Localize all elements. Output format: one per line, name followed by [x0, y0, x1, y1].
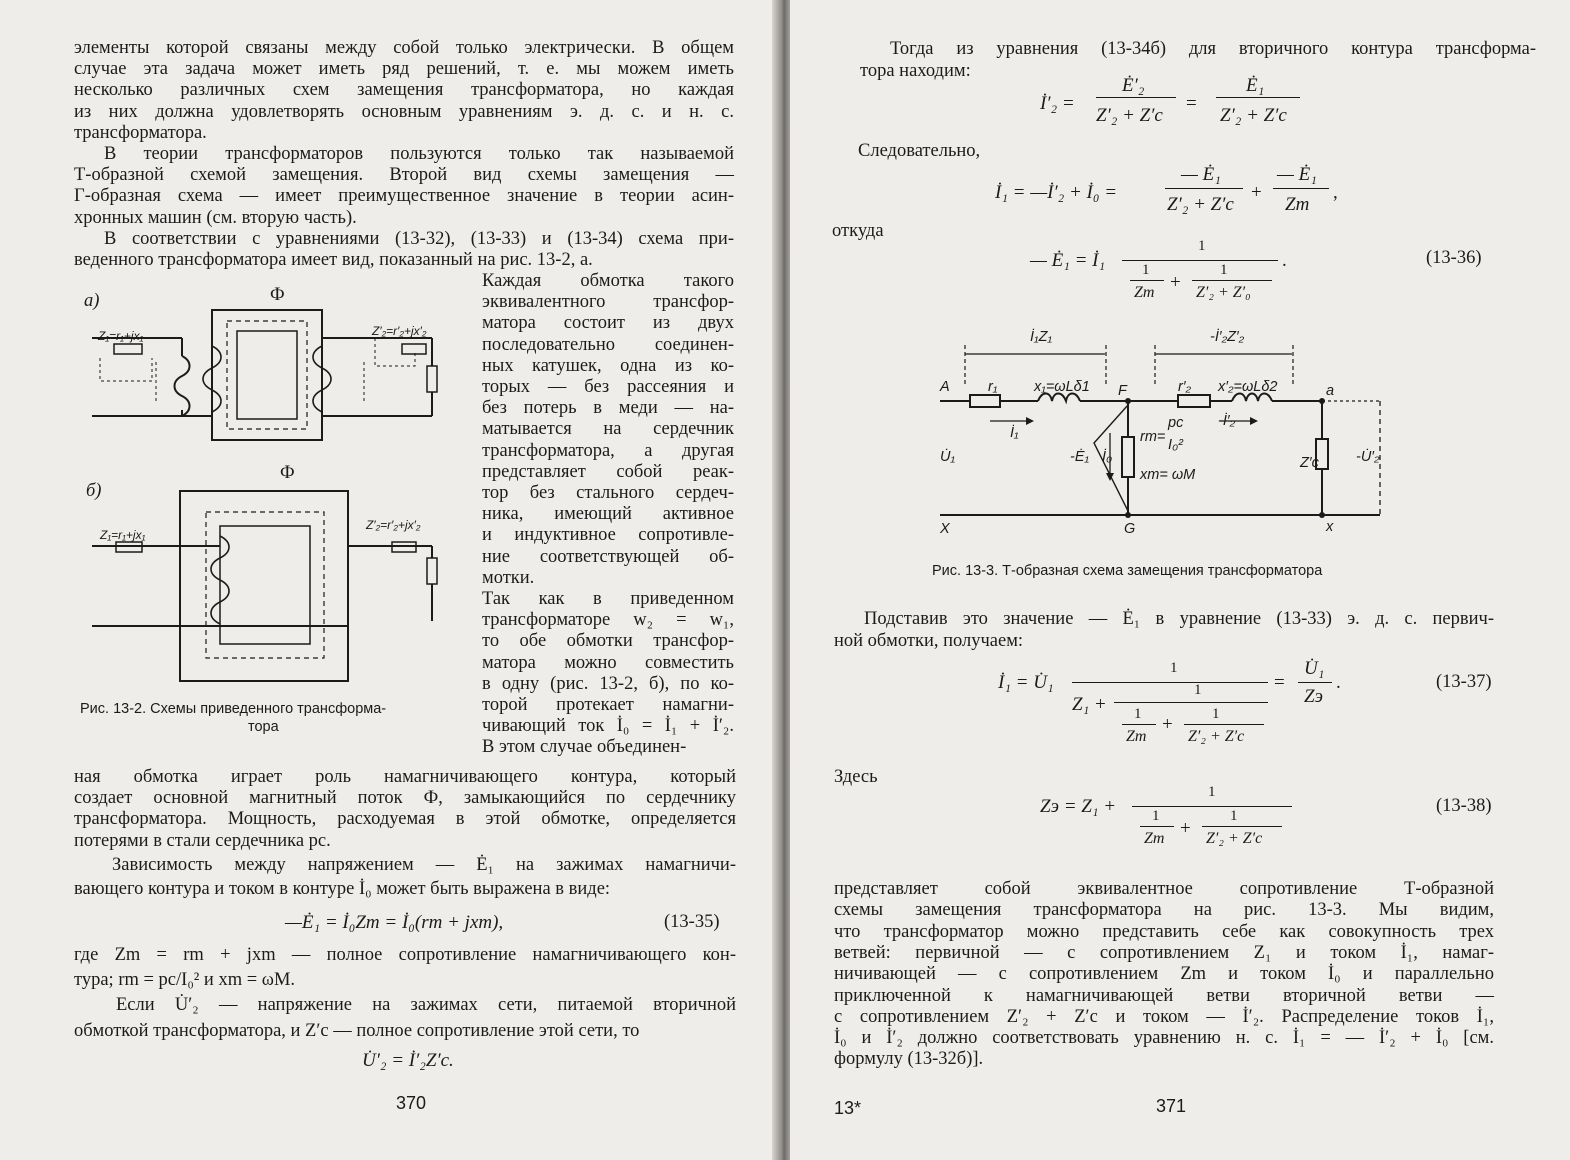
- label-i0: İ₀: [1102, 449, 1113, 465]
- z1-label: Z₁=r₁+jx₁: [98, 329, 144, 343]
- label-i0sq: I₀²: [1168, 437, 1183, 453]
- left-page: [0, 0, 776, 1160]
- fig-label-b: б): [86, 481, 102, 501]
- figure-caption: Рис. 13-2. Схемы приведенного трансформа-: [80, 701, 387, 717]
- label-pc: pc: [1168, 415, 1184, 431]
- text-line: без потерь в меди — на-: [482, 398, 734, 419]
- text-line: хронных машин (см. вторую часть).: [74, 207, 357, 228]
- text-line: тора находим:: [860, 60, 971, 81]
- text-line: В этом случае объединен-: [482, 737, 687, 758]
- text-line: Зависимость между напряжением — Ė₁ на зажимах намагничи-: [112, 855, 736, 875]
- signature-mark: 13*: [834, 1098, 862, 1118]
- text-line: потерями в стали сердечника pс.: [74, 830, 331, 851]
- fig-label-a: а): [84, 291, 100, 311]
- label-r2: r′₂: [1178, 379, 1192, 395]
- equation-number: (13-38): [1436, 796, 1492, 816]
- text-line: то обе обмотки трансфор-: [482, 631, 734, 652]
- label-i1z1: İ₁Z₁: [1030, 329, 1053, 345]
- text-line: торых — без рассеяния и: [482, 377, 734, 397]
- text-line: трансформатора. Мощность, расходуемая в этой обмотке, определяется: [74, 809, 736, 830]
- text-line: ных катушек, одна из ко-: [482, 355, 734, 376]
- text-line: Т-образной схемой замещения. Второй вид схемы замещения —: [74, 165, 734, 186]
- equation-u2: U̇′₂ = İ′₂Z′с.: [362, 1050, 454, 1071]
- text-line: торой протекает намагни-: [482, 695, 734, 715]
- text-line: Так как в приведенном: [482, 589, 734, 609]
- label-u1: U̇₁: [940, 449, 956, 465]
- flux-label: Ф: [280, 463, 295, 483]
- page-number: 371: [1156, 1096, 1187, 1116]
- text-line: обмоткой трансформатора, и Z′с — полное сопротивление этой сети, то: [74, 1021, 640, 1041]
- label-xm: xm= ωM: [1140, 467, 1196, 483]
- text-line: ветвей: первичной — с сопротивлением Z₁ и током İ₁, намаг-: [834, 942, 1494, 963]
- figure-caption: Рис. 13-3. Т-образная схема замещения трансформатора: [932, 563, 1323, 579]
- label-terminal-X: X: [940, 521, 950, 537]
- text-line: тура; rm = pс/I₀² и xm = ωM.: [74, 969, 296, 990]
- right-page: Тогда из уравнения (13-34б) для вторичного контура трансформа- тора находим: İ′₂ = Ė′₂ Z′₂ + Z′с = Ė₁ Z′₂ + Z′с Следовательно, İ₁ = —İ′₂ + İ₀ = — Ė₁ Z′₂ + Z′с + — Ė₁ Zm , откуда — Ė₁ = İ₁ 1 1 Zm + 1 Z′₂ + Z′₀ . (13-36) İ₁Z₁ -İ′₂Z′₂ A r₁ x₁=ωLδ1 F r′₂ x′₂=ωLδ2 a İ₁ rm= pc I₀² -İ′₂ -Ė₁ İ₀ U̇₁ xm= ωM Z′c -U̇′₂ X G x Рис. 13-3. Т-образная схема замещения трансформатора Подставив это значение — Ė₁ в уравнение (13-33) э. д. с. первич- ной обмотки, получаем: İ₁ = U̇₁ 1 Z₁ + 1 1 Zm + 1 Z′₂ + Z′с = U̇₁ Zэ . (13-37) Здесь Zэ = Z₁ + 1 1 Zm + 1 Z′₂ + Z′с (13-38) представляет собой эквивалентное сопротивление Т-образной схемы замещения трансформатора на рис. 13-3. Мы видим, что трансформатор можно представить себе как совокупность трех ветвей: первичной — с сопротивлением Z₁ и током İ₁, намаг- ничивающей — с сопротивлением Zm и током İ₀ и параллельно приключенной к намагничивающей ветви вторичной ветви — с сопротивлением Z′₂ + Z′с и током — İ′₂. Распределение токов İ₁, İ₀ и İ′₂ должно соответствовать уравнению н. с. İ₁ = — İ′₂ + İ₀ [см. формулу (13-32б)]. 13* 371: [790, 0, 1570, 1160]
- text-line: и индуктивное сопротивле-: [482, 525, 734, 546]
- equation-13-35: —Ė₁ = İ₀Zm = İ₀(rm + jxm),: [285, 912, 504, 933]
- label-e1: -Ė₁: [1070, 449, 1090, 465]
- label-zc: Z′c: [1300, 455, 1319, 471]
- text-line: чивающий ток İ₀ = İ₁ + İ′₂.: [482, 716, 734, 737]
- text-line: Следовательно,: [858, 141, 981, 161]
- text-line: матора состоит из двух: [482, 313, 734, 334]
- label-node-F: F: [1118, 383, 1127, 399]
- text-line: матывается на сердечник: [482, 419, 734, 440]
- text-line: ная обмотка играет роль намагничивающего контура, который: [74, 767, 736, 787]
- label-x2: x′₂=ωLδ2: [1218, 379, 1278, 395]
- text-line: тор без стального сердеч-: [482, 483, 734, 503]
- label-terminal-a: a: [1326, 383, 1335, 399]
- label-node-G: G: [1124, 521, 1136, 537]
- z1-label: Z₁=r₁+jx₁: [100, 528, 146, 542]
- label-terminal-A: A: [940, 379, 950, 395]
- text-line: мотки.: [482, 567, 535, 588]
- text-line: откуда: [832, 221, 884, 241]
- equation-number: (13-35): [664, 912, 720, 932]
- text-line: İ₀ и İ′₂ должно соответствовать уравнению н. с. İ₁ = — İ′₂ + İ₀ [см.: [834, 1028, 1494, 1049]
- text-line: что трансформатор можно представить себе как совокупность трех: [834, 921, 1494, 942]
- text-line: схемы замещения трансформатора на рис. 13-3. Мы видим,: [834, 900, 1494, 921]
- label-r1: r₁: [988, 379, 998, 395]
- text-line: эквивалентного трансфор-: [482, 292, 734, 313]
- label-i2: -İ′₂: [1218, 413, 1236, 429]
- text-line: В теории трансформаторов пользуются только так называемой: [104, 144, 734, 164]
- equation-number: (13-37): [1436, 672, 1492, 692]
- text-line: Здесь: [834, 767, 878, 787]
- equation-number: (13-36): [1426, 248, 1482, 268]
- text-line: веденного трансформатора имеет вид, показанный на рис. 13-2, а.: [74, 250, 593, 271]
- text-line: несколько различных схем замещения трансформатора, но каждая: [74, 80, 734, 101]
- label-terminal-x: x: [1326, 519, 1334, 535]
- text-line: элементы которой связаны между собой только электрически. В общем: [74, 38, 734, 58]
- text-line: ника, имеющий активное: [482, 504, 734, 525]
- text-line: ной обмотки, получаем:: [834, 631, 1024, 651]
- page-number: 370: [396, 1093, 427, 1113]
- text-line: где Zm = rm + jxm — полное сопротивление намагничивающего кон-: [74, 945, 736, 965]
- figure-13-3: [930, 325, 1530, 555]
- figure-caption: тора: [248, 719, 279, 735]
- text-line: трансформаторе w₂ = w₁,: [482, 610, 734, 631]
- text-line: с сопротивлением Z′₂ + Z′с и током — İ′₂. Распределение токов İ₁,: [834, 1006, 1494, 1027]
- text-line: трансформатора, а другая: [482, 440, 734, 461]
- label-x1: x₁=ωLδ1: [1034, 379, 1090, 395]
- text-line: Каждая обмотка такого: [482, 271, 734, 291]
- text-line: последовательно соединен-: [482, 334, 734, 355]
- label-i1: İ₁: [1010, 425, 1019, 441]
- text-line: из них должна удовлетворять основным уравнениям э. д. с. и н. с.: [74, 101, 734, 122]
- text-line: матора можно совместить: [482, 652, 734, 673]
- label-i2z2: -İ′₂Z′₂: [1210, 329, 1245, 345]
- label-u2: -U̇′₂: [1356, 449, 1380, 465]
- text-line: представляет собой эквивалентное сопротивление Т-образной: [834, 879, 1494, 899]
- flux-label: Ф: [270, 285, 285, 305]
- text-line: Если U̇′₂ — напряжение на зажимах сети, питаемой вторичной: [116, 995, 736, 1015]
- text-line: случае эта задача может иметь ряд решений, т. е. мы можем иметь: [74, 59, 734, 80]
- text-line: приключенной к намагничивающей ветви вторичной ветви —: [834, 985, 1494, 1006]
- text-line: ние соответствующей об-: [482, 546, 734, 567]
- text-line: Тогда из уравнения (13-34б) для вторичного контура трансформа-: [890, 39, 1536, 59]
- text-line: Г-образная схема — имеет преимущественное значение в теории асин-: [74, 186, 734, 207]
- text-line: ничивающей — с сопротивлением Zm и током İ₀ и параллельно: [834, 964, 1494, 985]
- text-line: создает основной магнитный поток Ф, замыкающийся по сердечнику: [74, 788, 736, 809]
- label-rm: rm=: [1140, 429, 1166, 445]
- text-line: в одну (рис. 13-2, б), по ко-: [482, 673, 734, 694]
- text-line: Подставив это значение — Ė₁ в уравнение (13-33) э. д. с. первич-: [864, 609, 1494, 629]
- z2-label: Z′₂=r′₂+jx′₂: [366, 518, 421, 532]
- text-line: В соответствии с уравнениями (13-32), (13-33) и (13-34) схема при-: [104, 229, 734, 249]
- text-line: вающего контура и током в контуре İ₀ может быть выражена в виде:: [74, 878, 611, 899]
- text-line: трансформатора.: [74, 122, 207, 143]
- text-line: формулу (13-32б)].: [834, 1049, 984, 1070]
- text-line: представляет собой реак-: [482, 461, 734, 482]
- z2-label: Z′₂=r′₂+jx′₂: [372, 324, 427, 338]
